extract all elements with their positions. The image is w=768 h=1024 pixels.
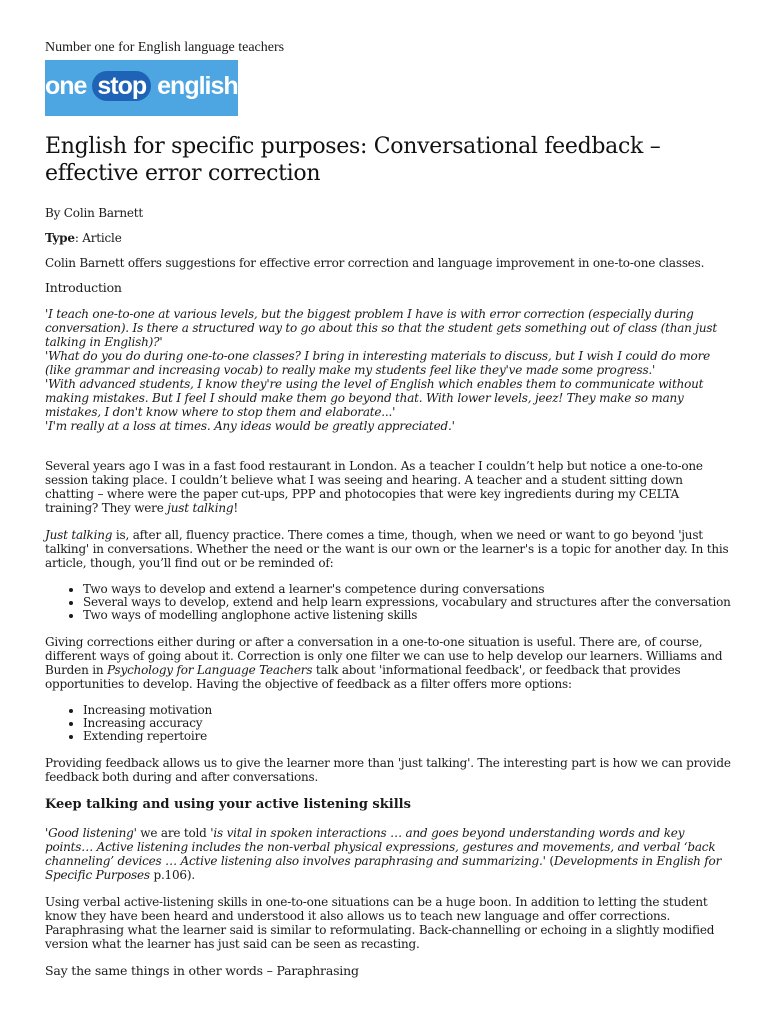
logo-word-one: one	[45, 72, 87, 100]
list-item: • Several ways to develop, extend and help learn expressions, vocabulary and structures after the conversation	[83, 596, 735, 609]
onestopenglish-logo[interactable]	[45, 60, 238, 116]
byline: By Colin Barnett	[45, 206, 144, 220]
paragraph-providing-feedback: Providing feedback allows us to give the learner more than 'just talking'. The interesting part is how we can provide feedback both during and after conversations.	[45, 756, 731, 784]
paragraph-verbal-listening: Using verbal active-listening skills in one-to-one situations can be a huge boon. In addition to letting the student know they have been heard and understood it also allows us to teach new language and offer corrections. Paraphrasing what the learner said is similar to reformulating. Back-channelling or echoing in a slightly modified version what the learner has just said can be seen as recasting.	[45, 895, 715, 951]
paragraph-fast-food: Several years ago I was in a fast food restaurant in London. As a teacher I couldn’t help but notice a one-to-one session taking place. I couldn’t believe what I was seeing and hearing. A teacher and a student sitting down chatting – where were the paper cut-ups, PPP and photocopies that were key ingredients during my CELTA training? They were just talking!	[45, 459, 703, 515]
logo-word-english: english	[157, 72, 238, 100]
type-label: Type	[45, 231, 75, 245]
list-item: • Increasing accuracy	[83, 717, 735, 730]
type-value: : Article	[74, 231, 122, 245]
article-type	[45, 231, 735, 245]
list-item: • Two ways of modelling anglophone active listening skills	[83, 609, 735, 622]
tagline: Number one for English language teachers	[45, 40, 285, 55]
article-title: English for specific purposes: Conversational feedback – effective error correction	[45, 134, 661, 186]
list-feedback-options	[45, 704, 735, 743]
list-item: • Two ways to develop and extend a learner's competence during conversations	[83, 583, 735, 596]
subheading-paraphrasing: Say the same things in other words – Paraphrasing	[45, 963, 359, 978]
list-item: • Extending repertoire	[83, 730, 735, 743]
quote: 'I teach one-to-one at various levels, but the biggest problem I have is with error correction (especially during conversation). Is there a structured way to go about this so that the student gets something out of class (than just talking in English)?'	[45, 307, 717, 349]
list-item: • Increasing motivation	[83, 704, 735, 717]
quote: 'I'm really at a loss at times. Any ideas would be greatly appreciated.'	[45, 419, 455, 433]
document-page	[45, 40, 735, 978]
teacher-quotes	[45, 307, 735, 433]
paragraph-good-listening: 'Good listening' we are told 'is vital in spoken interactions … and goes beyond understanding words and key points… Active listening includes the non-verbal physical expressions, gestures and movements, and verbal ‘back channeling’ devices … Active listening also involves paraphrasing and summarizing.' (Developments in English for Specific Purposes p.106).	[45, 826, 722, 882]
list-article-points	[45, 583, 735, 622]
quote: 'What do you do during one-to-one classes? I bring in interesting materials to discuss, but I wish I could do more (like grammar and increasing vocab) to really make my students feel like they've made some progress.'	[45, 349, 711, 377]
introduction-heading: Introduction	[45, 280, 122, 295]
paragraph-just-talking: Just talking is, after all, fluency practice. There comes a time, though, when we need or want to go beyond 'just talking' in conversations. Whether the need or the want is our own or the learner's is a topic for another day. In this article, though, you’ll find out or be reminded of:	[45, 528, 729, 570]
paragraph-corrections: Giving corrections either during or after a conversation in a one-to-one situation is useful. There are, of course, different ways of going about it. Correction is only one filter we can use to help develop our learners. Williams and Burden in Psychology for Language Teachers talk about 'informational feedback', or feedback that provides opportunities to develop. Having the objective of feedback as a filter offers more options:	[45, 635, 723, 691]
logo-word-stop: stop	[92, 71, 151, 101]
article-summary: Colin Barnett offers suggestions for effective error correction and language improvement in one-to-one classes.	[45, 256, 705, 270]
quote: 'With advanced students, I know they're using the level of English which enables them to communicate without making mistakes. But I feel I should make them go beyond that. With lower levels, jeez! They make so many mistakes, I don't know where to stop them and elaborate...'	[45, 377, 704, 419]
section-heading-active-listening: Keep talking and using your active listening skills	[45, 797, 411, 812]
